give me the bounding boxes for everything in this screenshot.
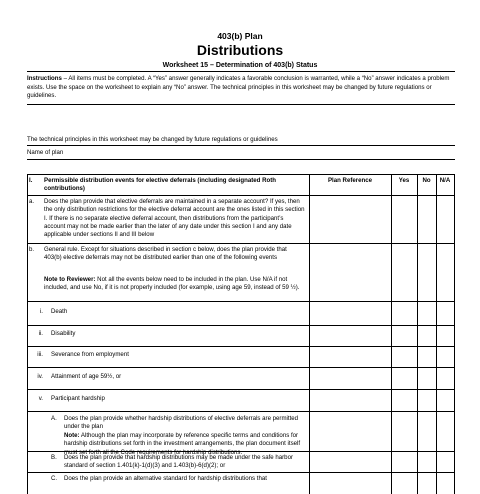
row-divider bbox=[27, 472, 455, 473]
principles-note: The technical principles in this worksheet may be changed by future regulations or guidelines bbox=[27, 136, 278, 143]
item-b-text: General rule. Except for situations described in section c below, does the plan provide that 403(b) elective deferrals may not be distributed earlier than one of the following events bbox=[44, 246, 287, 262]
sub-item-a-label: A. bbox=[51, 415, 57, 422]
sub-item-a-note-label: Note: bbox=[64, 432, 80, 439]
checklist-table bbox=[27, 174, 455, 494]
row-divider bbox=[27, 174, 455, 175]
item-a-label: a. bbox=[29, 198, 35, 205]
row-divider bbox=[27, 301, 455, 302]
section-title: Permissible distribution events for elective deferrals (including designated Roth contributions) bbox=[44, 177, 276, 193]
divider bbox=[27, 104, 455, 105]
instructions-label: Instructions bbox=[27, 75, 62, 82]
row-divider bbox=[27, 195, 455, 196]
reviewer-note-text: Not all the events below need to be included in the plan. Use N/A if not included, and use No, if it is not properly included (for example, using age 59, instead of 59 ½). bbox=[44, 276, 300, 292]
section-number: I. bbox=[29, 177, 33, 184]
col-plan-reference: Plan Reference bbox=[327, 177, 373, 184]
divider bbox=[27, 71, 455, 72]
event-text: Disability bbox=[51, 330, 76, 337]
row-divider bbox=[27, 243, 455, 244]
row-divider bbox=[27, 389, 455, 390]
event-text: Attainment of age 59½, or bbox=[51, 373, 122, 380]
page-title: Distributions bbox=[196, 42, 284, 58]
column-divider bbox=[417, 174, 418, 494]
worksheet-subtitle: Worksheet 15 – Determination of 403(b) Status bbox=[162, 62, 318, 69]
row-divider bbox=[27, 411, 455, 412]
event-number: iv. bbox=[37, 373, 43, 380]
event-text: Participant hardship bbox=[51, 395, 105, 402]
sub-item-c-text: Does the plan provide an alternative standard for hardship distributions that bbox=[64, 475, 267, 482]
column-divider bbox=[436, 174, 437, 494]
reviewer-note-label: Note to Reviewer: bbox=[44, 276, 96, 283]
row-divider bbox=[27, 367, 455, 368]
col-no: No bbox=[422, 177, 431, 184]
sub-item-b-text: Does the plan provide that hardship distributions may be made under the safe harbor standard of section 1.401(k)-1(d)(3) and 1.403(b)-6(d)(2); or bbox=[64, 454, 293, 470]
table-border bbox=[454, 174, 455, 494]
sub-item-a-text: Does the plan provide whether hardship distributions of elective deferrals are permitted under the plan bbox=[64, 415, 299, 431]
column-divider bbox=[309, 174, 310, 494]
item-a-text: Does the plan provide that elective deferrals are maintained in a separate account? If yes, then the only distribution restrictions for the elective deferral account are the ones listed in this section I. If there is no separate elective deferral account, then distributions from the participant’s account may not be made earlier than the later of any date under this section I and any date applicable under sections II and III below bbox=[44, 198, 305, 239]
plan-type-heading: 403(b) Plan bbox=[217, 31, 263, 41]
item-b-label: b. bbox=[29, 246, 35, 253]
reviewer-note bbox=[44, 276, 306, 293]
table-border bbox=[27, 174, 28, 494]
name-of-plan-label: Name of plan bbox=[27, 149, 64, 156]
event-number: iii. bbox=[37, 351, 43, 358]
sub-item-c-label: C. bbox=[51, 475, 58, 482]
event-text: Severance from employment bbox=[51, 351, 129, 358]
divider bbox=[27, 145, 455, 146]
divider bbox=[27, 159, 455, 160]
sub-item-b-label: B. bbox=[51, 454, 57, 461]
event-number: v. bbox=[38, 395, 43, 402]
event-number: ii. bbox=[38, 330, 43, 337]
row-divider bbox=[27, 346, 455, 347]
col-yes: Yes bbox=[398, 177, 410, 184]
event-number: i. bbox=[39, 308, 43, 315]
column-divider bbox=[391, 174, 392, 494]
event-text: Death bbox=[51, 308, 68, 315]
sub-item-a-note-text: Although the plan may incorporate by reference specific terms and conditions for hardship distributions set forth in the investment arrangements, the plan document itself must set forth all the Code requirements for hardship distributions. bbox=[64, 432, 301, 456]
instructions-text: – All items must be completed. A “Yes” answer generally indicates a favorable conclusion is warranted, while a “No” answer indicates a problem exists. Use the space on the worksheet to explain any “No” answer. The technical principles in this worksheet may be changed by future regulations or guidelines. bbox=[27, 75, 450, 100]
row-divider bbox=[27, 325, 455, 326]
instructions-block bbox=[27, 75, 453, 101]
col-na: N/A bbox=[439, 177, 451, 184]
